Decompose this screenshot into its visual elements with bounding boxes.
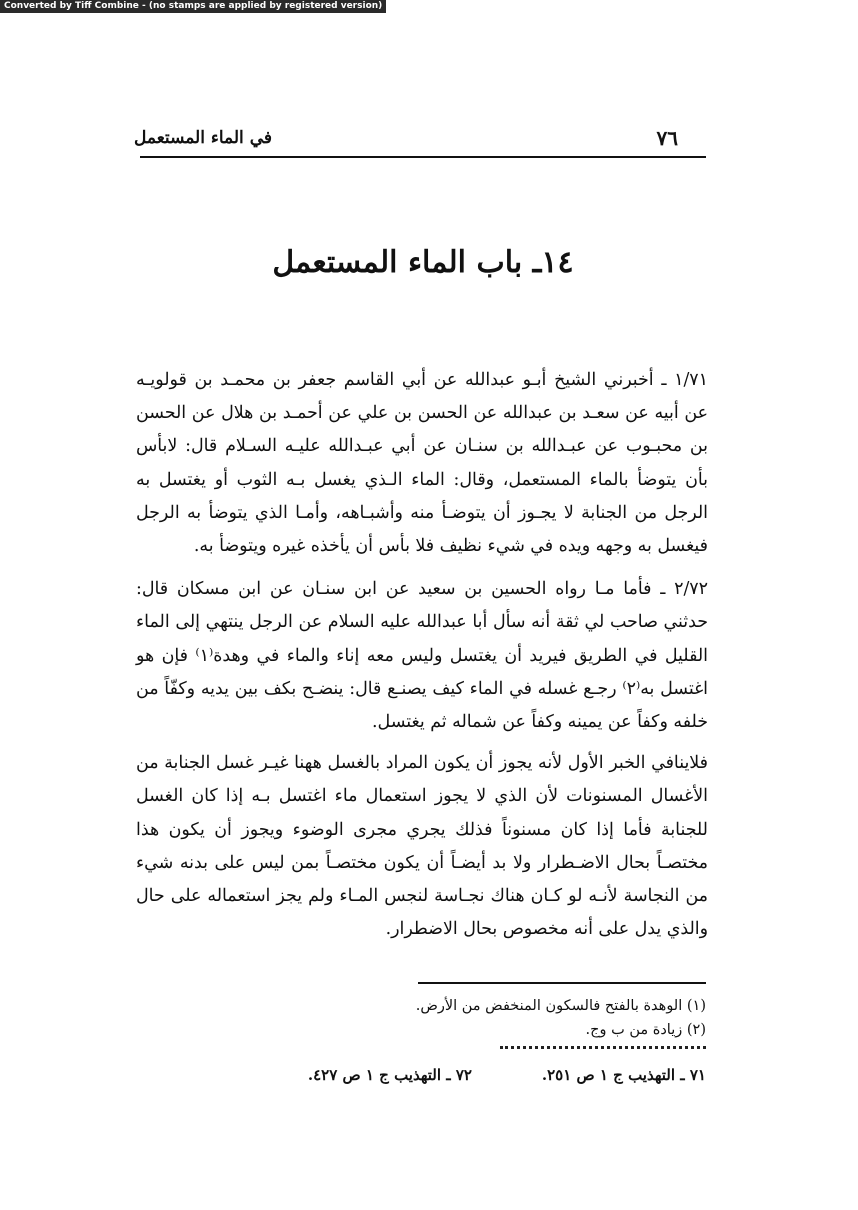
- paragraph-hadith-71: ١/٧١ ـ أخبرني الشيخ أبـو عبدالله عن أبي القاسم جعفر بن محمـد بن قولويـه عن أبيه عن سعـد بن عبدالله عن الحسن بن علي عن أحمـد بن هلال عن الحسن بن محبـوب عن عبـدالله بن سنـان عن أبي عبـدالله عليـه السـلام قال: لابأس بأن يتوضأ بالماء المستعمل، وقال: الماء الـذي يغسل بـه الثوب أو يغتسل به الرجل من الجنابة لا يجـوز أن يتوضـأ منه وأشبـاهه، وأمـا الذي يتوضأ به الرجل فيغسل به وجهه ويده في شيء نظيف فلا بأس أن يأخذه غيره ويتوضأ به.: [136, 370, 708, 557]
- paragraph-commentary: فلاينافي الخبر الأول لأنه يجوز أن يكون المراد بالغسل ههنا غيـر غسل الجنابة من الأغسال المسنونات لأن الذي لا يجوز استعمال ماء اغتسل بـه إذا كان الغسل للجنابة فأما إذا كان مسنوناً فذلك يجري مجرى الوضوء ويجوز أن يكون هذا مختصـاً بحال الاضـطرار ولا بد أيضـاً أن يكون مختصـاً بمن ليس على بدنه شيء من النجاسة لأنـه لو كـان هناك نجـاسة لنجس المـاء ولم يجز استعماله على حال والذي يدل على أنه مخصوص بحال الاضطرار.: [136, 753, 708, 940]
- paragraph-hadith-72: ٢/٧٢ ـ فأما مـا رواه الحسين بن سعيد عن ابن سنـان عن ابن مسكان قال: حدثني صاحب لي ثقة أنه سأل أبا عبدالله عليه السلام عن الرجل ينتهي إلى الماء القليل في الطريق فيريد أن يغتسل وليس معه إناء والماء في وهدة⁽١⁾ فإن هو اغتسل به⁽٢⁾ رجـع غسله في الماء كيف يصنـع قال: ينضـح بكف بين يديه وكفّاً من خلفه وكفاً عن يمينه وكفاً عن شماله ثم يغتسل.: [136, 579, 708, 733]
- running-title: في الماء المستعمل: [134, 128, 272, 148]
- page-number: ٧٦: [656, 126, 678, 150]
- footnotes: [300, 994, 706, 1042]
- chapter-title: ١٤ـ باب الماء المستعمل: [272, 245, 574, 280]
- reference-72: ٧٢ ـ التهذيب ج ١ ص ٤٢٧.: [307, 1066, 472, 1084]
- running-header: [134, 120, 706, 158]
- converter-watermark-banner: Converted by Tiff Combine - (no stamps are applied by registered version): [0, 0, 386, 13]
- reference-71: ٧١ ـ التهذيب ج ١ ص ٢٥١.: [541, 1066, 706, 1084]
- body-text: [136, 364, 708, 946]
- footnote-2: (٢) زيادة من ب وج.: [585, 1022, 706, 1038]
- footnote-1: (١) الوهدة بالفتح فالسكون المنخفض من الأرض.: [415, 998, 706, 1014]
- dotted-separator: [500, 1046, 706, 1049]
- footnote-divider: [418, 982, 706, 984]
- source-references: [280, 1066, 706, 1090]
